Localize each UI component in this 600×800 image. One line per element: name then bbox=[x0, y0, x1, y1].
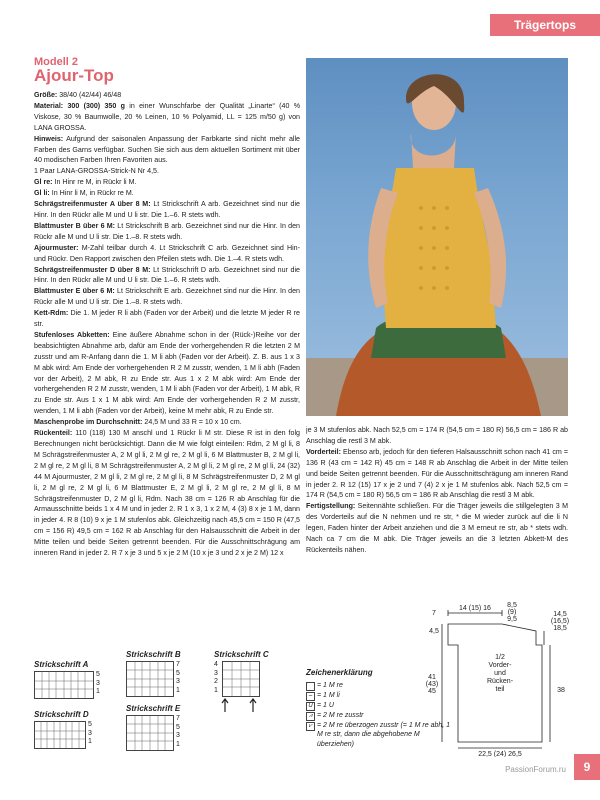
left-column-paragraph bbox=[34, 90, 300, 101]
chart-b-grid bbox=[126, 661, 174, 697]
left-column-paragraph-text: Lt Strickschrift E arb. Gezeichnet sind nur die Hinr. In den Rückr alle M und U li str. Die 1.–8. R stets wdh. bbox=[34, 287, 300, 307]
chart-e-cells bbox=[127, 716, 173, 750]
chart-d-title: Strickschrift D bbox=[34, 710, 89, 719]
chart-a-row-label: 1 bbox=[96, 688, 100, 696]
model-photo bbox=[306, 58, 568, 416]
right-column-paragraph-text: Seitennähte schließen. Für die Träger jeweils die stillgelegten 3 M des Vorderteils auf die N nehmen und re str, * die M wieder zurück auf die li N legen, Faden hinter der Arbeit anziehen und die 3 M erneut re str, ab * stets wdh. Nach ca 7 cm die M abk. Die Träger jeweils an die 3 letzten Abkett-M des Rückenteils nähen. bbox=[306, 502, 568, 554]
piece-label-4: Rücken- bbox=[486, 678, 514, 685]
chart-e-row-label: 3 bbox=[176, 732, 180, 739]
left-column-paragraph-text: Lt Strickschrift D arb. Gezeichnet sind nur die Hinr. In den Rückr alle M und U li str. Die 1.–6. R stets wdh. bbox=[34, 265, 300, 285]
left-column-paragraph bbox=[34, 330, 300, 417]
watermark: PassionForum.ru bbox=[505, 765, 566, 774]
left-column-paragraph bbox=[34, 188, 300, 199]
left-column-paragraph-text: Aufgrund der saisonalen Anpassung der Farbkarte sind nicht mehr alle Farben des Garns verfügbar. Suchen Sie sich aus dem aktuellen Sortiment mit über 40 modischen Farben Ihren Favoriten aus. bbox=[34, 134, 300, 165]
left-column-paragraph bbox=[34, 308, 300, 330]
legend-symbol-icon: ⩗ bbox=[306, 722, 315, 731]
left-column-paragraph-label: Gl re: bbox=[34, 178, 53, 187]
chart-e-title: Strickschrift E bbox=[126, 704, 181, 713]
left-column-paragraph-label: Stufenloses Abketten: bbox=[34, 330, 110, 339]
left-column-paragraph-label: Gl li: bbox=[34, 189, 50, 198]
dim-left-7: 7 bbox=[432, 610, 436, 617]
legend-title: Zeichenerklärung bbox=[306, 668, 373, 677]
dim-neck-width: 14 (15) 16 bbox=[459, 605, 491, 612]
model-label: Modell 2 bbox=[34, 56, 79, 68]
left-column-paragraph-text: M-Zahl teilbar durch 4. Lt Strickschrift C arb. Gezeichnet sind Hin- und Rückr. Den Rapport zwischen den Pfeilen stets wdh. Die 1.–4. R stets wdh. bbox=[34, 243, 300, 263]
chart-c-row-label: 4 bbox=[214, 661, 218, 668]
dim-bottom: 22,5 (24) 26,5 bbox=[478, 751, 522, 757]
legend-symbol-icon: – bbox=[306, 692, 315, 701]
left-column-paragraph bbox=[34, 101, 300, 134]
left-column-paragraph-label: Kett-Rdm: bbox=[34, 309, 69, 318]
section-tab: Trägertops bbox=[490, 14, 600, 36]
left-column-paragraph-text: In Hinr li M, in Rückr re M. bbox=[49, 189, 134, 198]
chart-c-row-label: 3 bbox=[214, 669, 218, 677]
left-column-paragraph-label: Schrägstreifenmuster D über 8 M: bbox=[34, 265, 151, 274]
dim-neck-top3: 9,5 bbox=[507, 616, 517, 623]
dim-right-b: (16,5) bbox=[550, 618, 570, 625]
left-column-paragraph-text: In Hinr re M, in Rückr li M. bbox=[52, 178, 137, 187]
chart-b-row-label: 1 bbox=[176, 686, 180, 694]
right-column-paragraph-label: Vorderteil: bbox=[306, 447, 341, 456]
chart-c-cells bbox=[223, 662, 259, 696]
chart-d-row-label: 3 bbox=[88, 729, 92, 737]
left-column-paragraph-text: 24,5 M und 33 R = 10 x 10 cm. bbox=[142, 418, 242, 427]
left-column-paragraph-label: Maschenprobe im Durchschnitt: bbox=[34, 418, 143, 427]
legend-text: = 2 M re zusstr bbox=[317, 711, 364, 719]
chart-b-rows bbox=[176, 661, 180, 695]
left-column-paragraph-label: Größe: bbox=[34, 91, 58, 99]
left-column-paragraph-label: Material: 300 (300) 350 g bbox=[34, 101, 125, 110]
garment-schematic bbox=[420, 597, 580, 757]
piece-label-2: Vorder- bbox=[488, 662, 512, 669]
left-column-paragraph-text: 110 (118) 130 M anschl und 1 Rückr li M str. Diese R ist in den folg Berechnungen nicht berücksichtigt. Dann die M wie folgt einteilen: Rdm, 2 M gl li, 8 M Schrägstreifenmuster A, 2 M gl li, 2 M gl re, 2 M gl li, 6 M Blattmuster B, 2 M gl li, 2 M gl re, 2 M gl li, 8 M Schrägstreifenmuster A, 2 M gl li, 2 M gl re, 2 M gl li, 24 (32) 44 M Ajourmuster, 2 M gl li, 2 M gl re, 2 M gl li, 8 M Schrägstreifenmuster D, 2 M gl li, 2 M gl re, 2 M gl li, 6 M Blattmuster E, 2 M gl li, 2 M gl re, 2 M gl li, 8 M Schrägstreifenmuster D, 2 M gl li, Rdm. Nach 38 cm = 126 R ab Anschlag für die Armausschnitte beids 1 x 4 M und in jeder 2. R 1 x 3, 1 x 2 M, 4 (3) 8 x je 1 M, dann in jeder 4. R 8 (10) 9 x je 1 M stufenlos abk. Gleichzeitig nach 45,5 cm = 150 R (47,5 cm = 156 R) 49,5 cm = 162 R ab Anschlag für den Halsausschnitt die Arbeit in der Mitte teilen und beide Seiten getrennt beenden. Für die Ausschnittschrägung am inneren Rand in jeder 2. R 7 x je 3 und 5 x je 2 M (10 x je 3 und 2 x je 2 M) 12 x bbox=[34, 429, 300, 558]
chart-d-cells bbox=[35, 722, 85, 748]
right-column-paragraph bbox=[306, 447, 568, 502]
left-column-paragraph-text: Die 1. M jeder R li abh (Faden vor der Arbeit) und die letzte M jeder R re str. bbox=[34, 309, 300, 329]
left-column-paragraph bbox=[34, 199, 300, 221]
chart-a-row-label: 3 bbox=[96, 679, 100, 687]
chart-d-row-label: 1 bbox=[88, 738, 92, 746]
chart-d-grid bbox=[34, 721, 86, 749]
arrow-up-icon bbox=[250, 699, 256, 712]
left-column-paragraph bbox=[34, 265, 300, 287]
legend-text: = 2 M re überzogen zusstr (= 1 M re abh, 1 M re str, dann die abgehobene M überziehen) bbox=[317, 721, 451, 748]
legend-text: = 1 M re bbox=[317, 681, 343, 689]
chart-a-grid bbox=[34, 671, 94, 699]
chart-c-row-label: 1 bbox=[214, 686, 218, 694]
left-column-paragraph-text: Lt Strickschrift A arb. Gezeichnet sind nur die Hinr. In den Rückr alle M und U li str. Die 1.–6. R stets wdh. bbox=[34, 200, 300, 219]
model-title: Ajour-Top bbox=[34, 66, 114, 85]
legend-symbol-icon bbox=[306, 682, 315, 691]
instructions-left-column bbox=[34, 90, 300, 610]
left-column-paragraph bbox=[34, 166, 300, 177]
chart-d-rows bbox=[88, 721, 92, 747]
chart-c-title: Strickschrift C bbox=[214, 650, 269, 659]
page-number: 9 bbox=[574, 754, 600, 780]
right-column-paragraph bbox=[306, 501, 568, 556]
left-column-paragraph-text: Eine äußere Abnahme schon in der (Rück-)Reihe vor der beabsichtigten Abnahme arb, dafür am Ende der vorhergehenden R die letzten 2 M zusstr und am R-Anfang dann die 1. M li abh (Faden vor der Arbeit). Z. B. aus 1 x 3 M abk wird: Am Ende der vorhergehenden R 2 M zusstr, wenden, 1 M li abh (Faden vor der Arbeit), 2 M abk, R zu Ende str. Aus 1 x 2 M abk wird: Am Ende der vorhergehenden R 2 M zusstr, wenden, 1 M li abh (Faden vor der Arbeit), 1 M abk, R zu Ende str. Aus 1 x 1 M abk wird: Am Ende der vorhergehenden R 2 M zusstr, wenden, 1 M li abh (Faden vor der Arbeit), keine M mehr abk, R zu Ende str. bbox=[34, 330, 300, 416]
instructions-right-column bbox=[306, 425, 568, 565]
model-photo-drawing bbox=[306, 58, 568, 416]
legend-symbol-icon: ⩘ bbox=[306, 712, 315, 721]
dim-side-a: 41 bbox=[428, 674, 436, 681]
chart-a-rows bbox=[96, 671, 100, 697]
left-column-paragraph-label: Blattmuster B über 6 M: bbox=[34, 221, 116, 230]
left-column-paragraph-text: 1 Paar LANA-GROSSA-Strick-N Nr 4,5. bbox=[34, 167, 159, 176]
chart-b-row-label: 3 bbox=[176, 678, 180, 685]
chart-b-row-label: 7 bbox=[176, 661, 180, 668]
chart-a-cells bbox=[35, 672, 93, 698]
dim-left-4: 4,5 bbox=[429, 628, 439, 635]
chart-c-grid bbox=[222, 661, 260, 697]
dim-neck-top2: (9) bbox=[507, 609, 517, 616]
dim-right-c: 18,5 bbox=[553, 625, 567, 632]
left-column-paragraph-text: in einer Wunschfarbe der Qualität „Linarte“ (40 % Viskose, 30 % Baumwolle, 20 % Leinen, 10 % Polyamid, LL = 125 m/50 g) von LANA GROSSA. bbox=[34, 101, 300, 132]
left-column-paragraph-text: Lt Strickschrift B arb. Gezeichnet sind nur die Hinr. In den Rückr alle M und U li str. Die 1.–8. R stets wdh. bbox=[34, 221, 300, 241]
left-column-paragraph-label: Hinweis: bbox=[34, 134, 64, 143]
dim-side-38: 38 bbox=[557, 687, 565, 694]
chart-e-row-label: 1 bbox=[176, 740, 180, 748]
chart-a-row-label: 5 bbox=[96, 671, 100, 678]
right-column-paragraph-text: je 3 M stufenlos abk. Nach 52,5 cm = 174 R (54,5 cm = 180 R) 56,5 cm = 186 R ab Anschlag die restl 3 M abk. bbox=[306, 426, 568, 445]
dim-side-c: 45 bbox=[428, 688, 436, 695]
dim-side-b: (43) bbox=[425, 681, 439, 688]
chart-e-grid bbox=[126, 715, 174, 751]
left-column-paragraph bbox=[34, 428, 300, 559]
left-column-paragraph bbox=[34, 134, 300, 167]
left-column-paragraph bbox=[34, 177, 300, 188]
left-column-paragraph bbox=[34, 243, 300, 265]
chart-d-row-label: 5 bbox=[88, 721, 92, 728]
chart-c-repeat-arrows bbox=[220, 697, 260, 713]
left-column-paragraph-label: Rückenteil: bbox=[34, 429, 73, 438]
arrow-up-icon bbox=[222, 699, 228, 712]
legend-text: = 1 U bbox=[317, 701, 334, 709]
right-column-paragraph-text: Ebenso arb, jedoch für den tieferen Halsausschnitt schon nach 41 cm = 136 R (43 cm = 142 R) 45 cm = 148 R ab Anschlag die Arbeit in der Mitte teilen und beide Seiten getrennt beenden. Für die Ausschnittschrägung am inneren Rand in jeder 2. R 12 (15) 17 x je 2 und 7 (4) 2 x je 1 M stufenlos abk. Nach 52,5 cm = 174 R (54,5 cm = 180 R) 56,5 cm = 186 R ab Anschlag die restl 3 M abk. bbox=[306, 447, 568, 500]
chart-e-row-label: 7 bbox=[176, 715, 180, 722]
chart-b-title: Strickschrift B bbox=[126, 650, 181, 659]
legend-text: = 1 M li bbox=[317, 691, 340, 699]
left-column-paragraph-label: Blattmuster E über 6 M: bbox=[34, 287, 115, 296]
left-column-paragraph-label: Ajourmuster: bbox=[34, 243, 79, 252]
chart-c-rows bbox=[214, 661, 218, 695]
chart-c-row-label: 2 bbox=[214, 678, 218, 685]
dim-right-a: 14,5 bbox=[553, 611, 567, 618]
legend-symbol-icon: U bbox=[306, 702, 315, 711]
right-column-paragraph-label: Fertigstellung: bbox=[306, 502, 356, 511]
left-column-paragraph bbox=[34, 417, 300, 428]
left-column-paragraph-text: 38/40 (42/44) 46/48 bbox=[57, 91, 122, 99]
chart-e-row-label: 5 bbox=[176, 723, 180, 731]
piece-label-5: teil bbox=[495, 686, 505, 693]
dim-neck-top: 8,5 bbox=[507, 602, 517, 609]
chart-b-cells bbox=[127, 662, 173, 696]
left-column-paragraph bbox=[34, 286, 300, 308]
chart-e-rows bbox=[176, 715, 180, 749]
left-column-paragraph-label: Schrägstreifenmuster A über 8 M: bbox=[34, 200, 151, 209]
left-column-paragraph bbox=[34, 221, 300, 243]
chart-a-title: Strickschrift A bbox=[34, 660, 89, 669]
chart-b-row-label: 5 bbox=[176, 669, 180, 677]
right-column-paragraph bbox=[306, 425, 568, 447]
piece-label-1: 1/2 bbox=[495, 654, 505, 661]
piece-label-3: und bbox=[494, 670, 506, 677]
